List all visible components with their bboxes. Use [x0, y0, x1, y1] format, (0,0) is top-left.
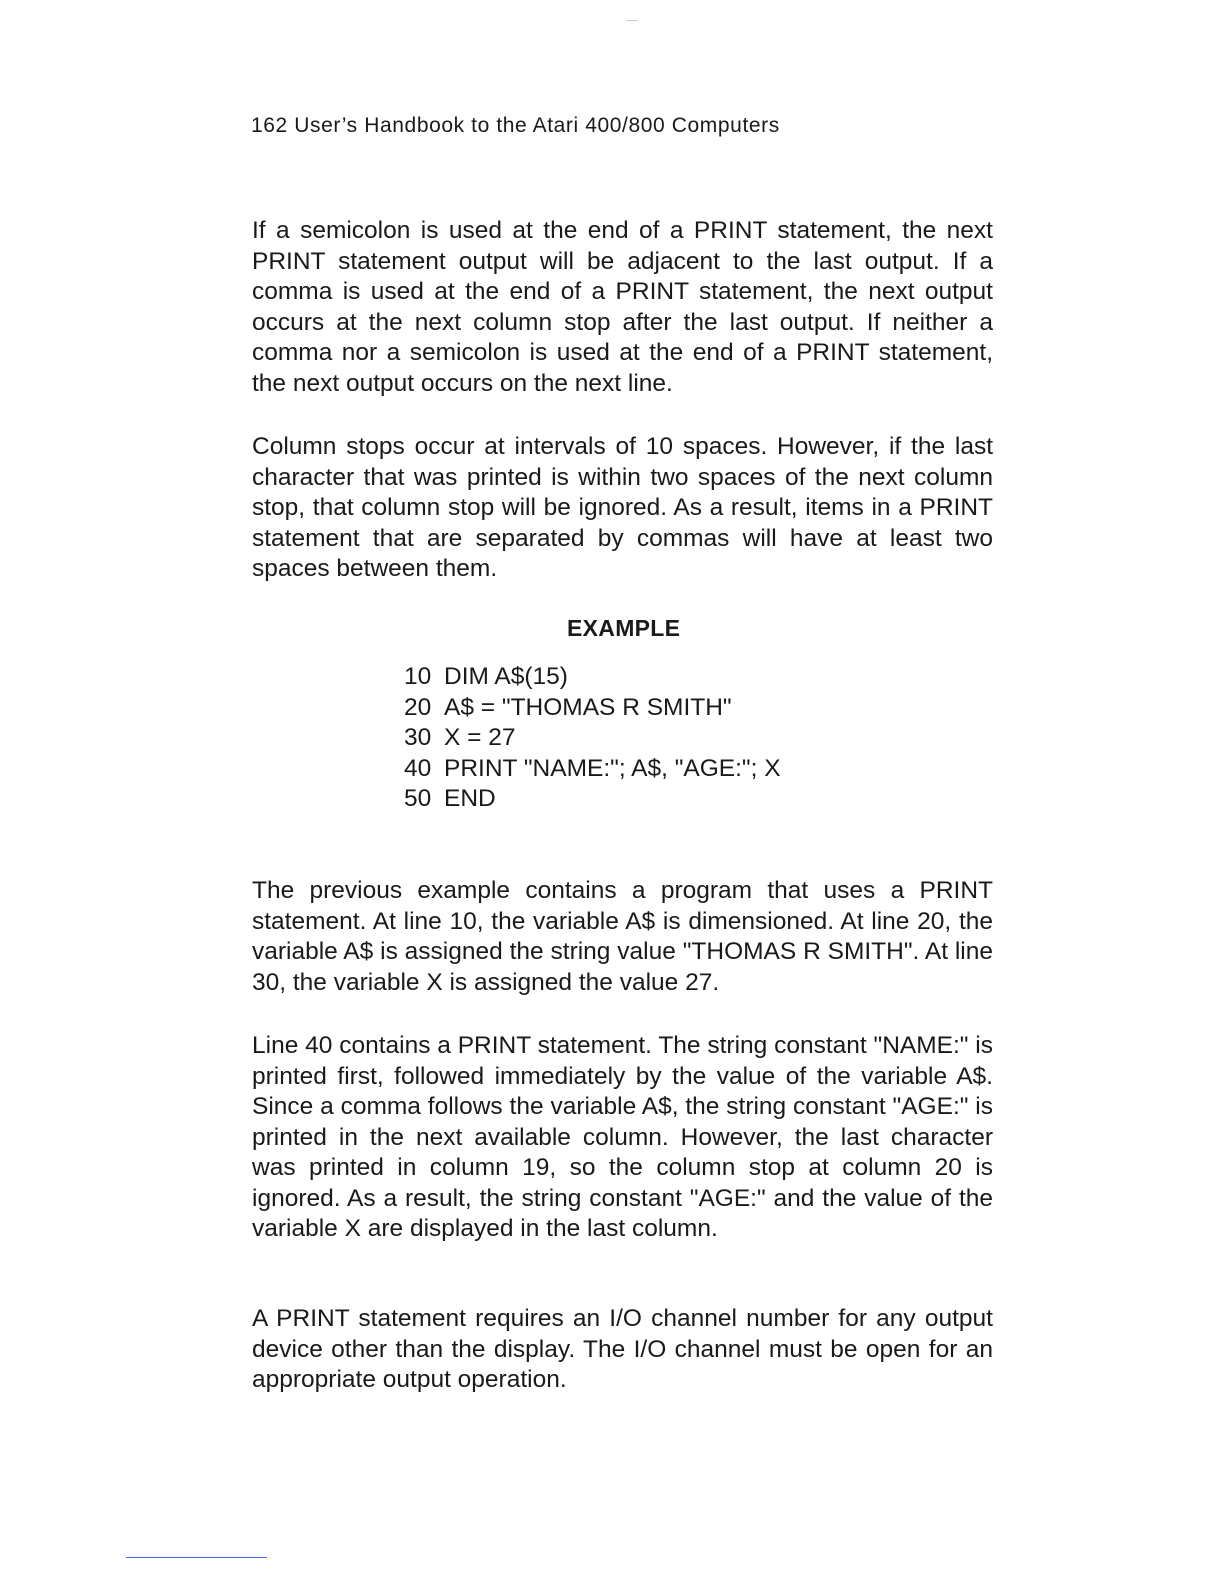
code-text: A$ = "THOMAS R SMITH" [444, 693, 732, 721]
paragraph-io-channel: A PRINT statement requires an I/O channel number for any output device other than the display. The I/O channel must be open for an appropriate output operation. [252, 1305, 993, 1393]
code-listing [404, 662, 781, 815]
code-text: X = 27 [444, 724, 516, 751]
line-number: 40 [404, 754, 432, 782]
code-line [404, 662, 781, 693]
code-line [404, 723, 781, 754]
code-text: PRINT "NAME:"; A$, "AGE:"; X [444, 754, 781, 782]
line-number: 50 [404, 785, 432, 812]
code-line [404, 754, 781, 785]
running-head: 162 User’s Handbook to the Atari 400/800 Computers [251, 114, 780, 137]
scan-artifact [626, 20, 638, 21]
code-text: DIM A$(15) [444, 663, 568, 690]
code-line [404, 784, 781, 815]
paragraph-semicolon-comma: If a semicolon is used at the end of a PRINT statement, the next PRINT statement output will be adjacent to the last output. If a comma is used at the end of a PRINT statement, the next output occurs at the next column stop after the last output. If neither a comma nor a semicolon is used at the end of a PRINT statement, the next output occurs on the next line. [252, 217, 993, 397]
paragraph-example-explanation: The previous example contains a program that uses a PRINT statement. At line 10, the variable A$ is dimensioned. At line 20, the variable A$ is assigned the string value "THOMAS R SMITH". At line 30, the variable X is assigned the value 27. [252, 877, 993, 996]
code-line [404, 693, 781, 724]
example-heading: EXAMPLE [567, 615, 681, 641]
code-text: END [444, 785, 496, 812]
footnote-rule [126, 1557, 267, 1558]
paragraph-line-40-explanation: Line 40 contains a PRINT statement. The string constant "NAME:" is printed first, followed immediately by the value of the variable A$. Since a comma follows the variable A$, the string constant "AGE:" is printed in the next available column. However, the last character was printed in column 19, so the column stop at column 20 is ignored. As a result, the string constant "AGE:" and the value of the variable X are displayed in the last column. [252, 1032, 993, 1242]
line-number: 20 [404, 693, 432, 721]
line-number: 30 [404, 724, 432, 751]
line-number: 10 [404, 663, 432, 690]
paragraph-column-stops: Column stops occur at intervals of 10 spaces. However, if the last character that was printed is within two spaces of the next column stop, that column stop will be ignored. As a result, items in a PRINT statement that are separated by commas will have at least two spaces between them. [252, 433, 993, 582]
